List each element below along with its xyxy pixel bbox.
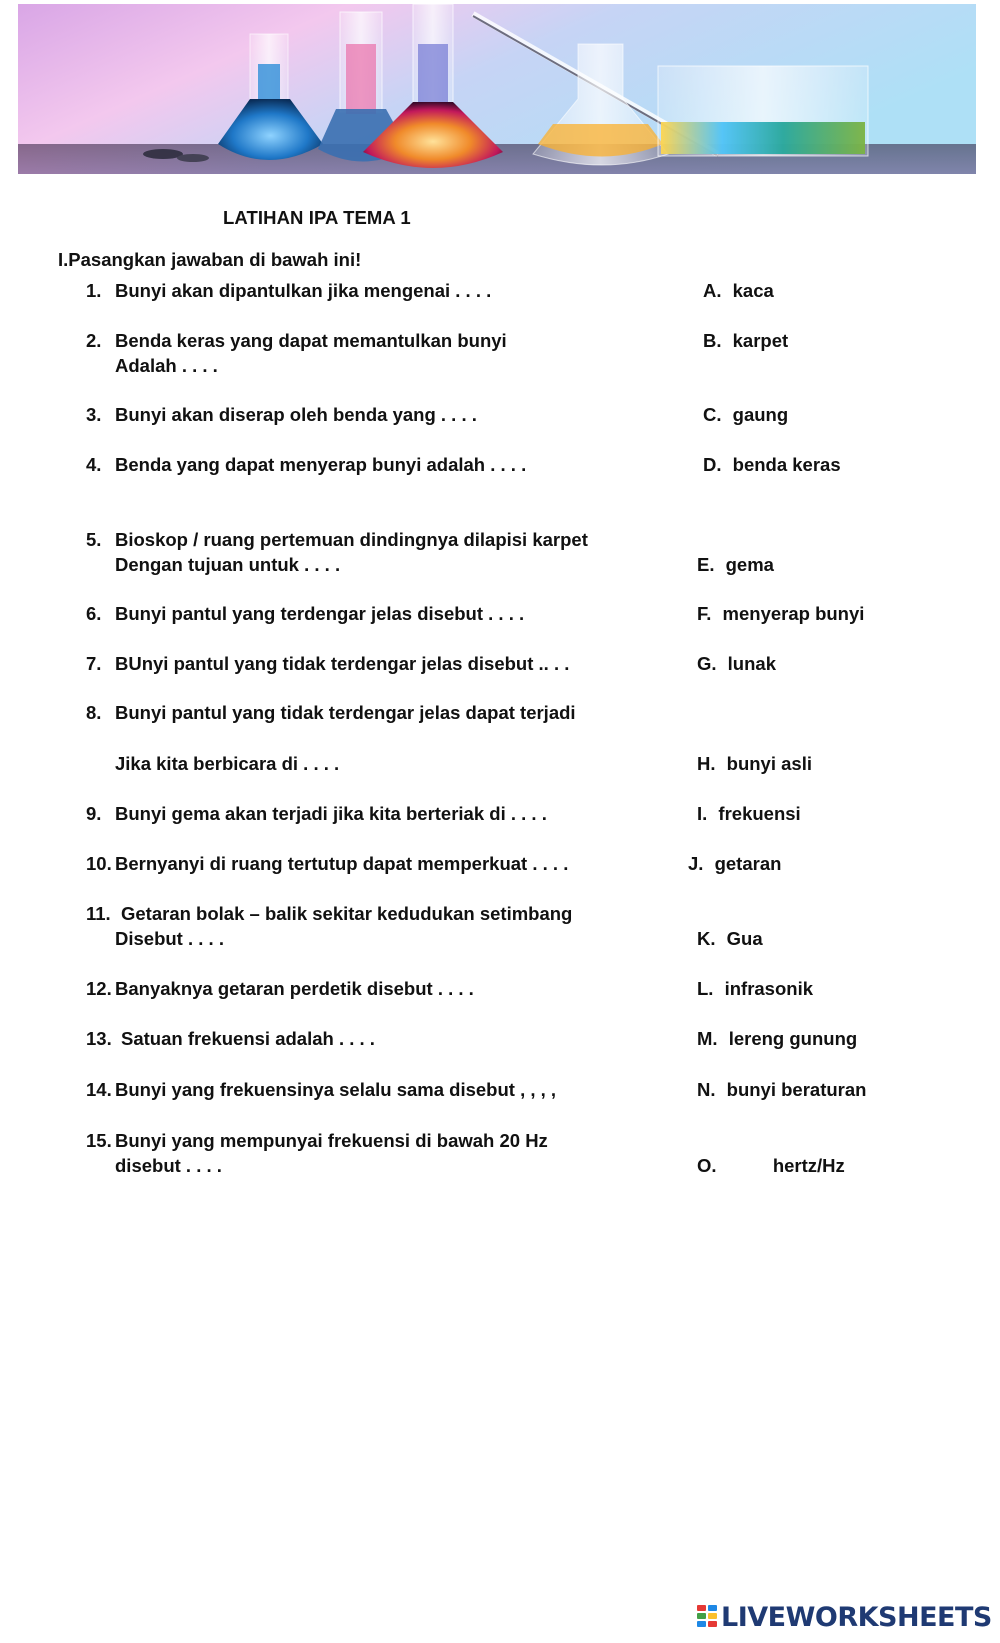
answer-letter: F. (697, 603, 712, 624)
answer-letter: K. (697, 928, 716, 949)
answer-text: infrasonik (724, 978, 814, 999)
answer-text: frekuensi (718, 803, 801, 824)
answer-letter: E. (697, 554, 715, 575)
answer-option (697, 801, 801, 827)
question-number: 1. (86, 280, 102, 301)
answer-text: karpet (732, 330, 789, 351)
answer-text: gaung (732, 404, 789, 425)
answer-letter: A. (703, 280, 722, 301)
answer-letter: D. (703, 454, 722, 475)
answer-text: lunak (727, 653, 776, 674)
question-number: 4. (86, 454, 102, 475)
answer-option (697, 1026, 857, 1052)
liveworksheets-logo (697, 1601, 992, 1633)
answer-option (703, 402, 788, 428)
question-text: Banyaknya getaran perdetik disebut . . . . (115, 978, 474, 999)
answer-option (697, 651, 776, 677)
answer-letter: O. (697, 1155, 717, 1176)
question-number: 2. (86, 330, 102, 351)
banner-image (18, 4, 976, 174)
answer-text: benda keras (732, 454, 841, 475)
answer-letter: C. (703, 404, 722, 425)
lab-glassware-illustration (18, 4, 976, 174)
answer-option (697, 1077, 866, 1103)
answer-letter: M. (697, 1028, 718, 1049)
answer-option (697, 976, 813, 1002)
answer-letter: H. (697, 753, 716, 774)
question-text: Bunyi pantul yang tidak terdengar jelas dapat terjadi (115, 702, 576, 723)
liveworksheets-logo-icon (697, 1603, 719, 1631)
answer-text: gema (725, 554, 774, 575)
question-text: Bioskop / ruang pertemuan dindingnya dilapisi karpet (115, 529, 588, 550)
answer-option (697, 601, 864, 627)
question-text: Bunyi gema akan terjadi jika kita berteriak di . . . . (115, 803, 547, 824)
answer-option (688, 851, 781, 877)
question-text: Bunyi akan diserap oleh benda yang . . . . (115, 404, 477, 425)
question-text: Bunyi yang frekuensinya selalu sama disebut , , , , (115, 1079, 557, 1100)
worksheet-instruction: I.Pasangkan jawaban di bawah ini! (58, 249, 362, 270)
question-text: Bunyi pantul yang terdengar jelas disebut . . . . (115, 603, 525, 624)
question-text-cont: Adalah . . . . (115, 355, 218, 376)
question-text: Bunyi yang mempunyai frekuensi di bawah 20 Hz (115, 1130, 548, 1151)
answer-option (697, 552, 774, 578)
answer-letter: G. (697, 653, 717, 674)
answer-text: lereng gunung (728, 1028, 858, 1049)
question-number: 13. (86, 1028, 112, 1049)
answer-letter: N. (697, 1079, 716, 1100)
answer-option (703, 328, 788, 354)
question-number: 14. (86, 1079, 112, 1100)
question-text-cont: Dengan tujuan untuk . . . . (115, 554, 341, 575)
answer-letter: I. (697, 803, 708, 824)
answer-text: menyerap bunyi (722, 603, 865, 624)
question-text-cont: Disebut . . . . (115, 928, 224, 949)
question-text: BUnyi pantul yang tidak terdengar jelas disebut .. . . (115, 653, 570, 674)
question-text: Satuan frekuensi adalah . . . . (121, 1028, 375, 1049)
answer-text: getaran (714, 853, 782, 874)
question-number: 10. (86, 853, 112, 874)
answer-text: hertz/Hz (772, 1155, 845, 1176)
question-text: Benda yang dapat menyerap bunyi adalah . . . . (115, 454, 527, 475)
question-text-cont: Jika kita berbicara di . . . . (115, 753, 340, 774)
question-text: Bunyi akan dipantulkan jika mengenai . . . . (115, 280, 492, 301)
answer-text: kaca (732, 280, 774, 301)
answer-option (697, 751, 812, 777)
question-text: Benda keras yang dapat memantulkan bunyi (115, 330, 507, 351)
question-number: 8. (86, 702, 102, 723)
question-number: 9. (86, 803, 102, 824)
answer-option (703, 452, 841, 478)
answer-letter: J. (688, 853, 704, 874)
answer-letter: B. (703, 330, 722, 351)
worksheet-title: LATIHAN IPA TEMA 1 (223, 207, 411, 228)
liveworksheets-logo-text: LIVEWORKSHEETS (721, 1601, 992, 1633)
question-number: 5. (86, 529, 102, 550)
question-text: Bernyanyi di ruang tertutup dapat memperkuat . . . . (115, 853, 569, 874)
question-number: 3. (86, 404, 102, 425)
question-number: 7. (86, 653, 102, 674)
answer-option (703, 278, 774, 304)
question-number: 11. (86, 903, 111, 924)
question-text: Getaran bolak – balik sekitar kedudukan setimbang (121, 903, 573, 924)
question-number: 6. (86, 603, 102, 624)
answer-letter: L. (697, 978, 714, 999)
answer-text: Gua (726, 928, 763, 949)
question-text-cont: disebut . . . . (115, 1155, 222, 1176)
answer-option (697, 1153, 845, 1179)
answer-text: bunyi beraturan (726, 1079, 867, 1100)
answer-text: bunyi asli (726, 753, 812, 774)
answer-option (697, 926, 763, 952)
question-number: 12. (86, 978, 112, 999)
question-number: 15. (86, 1130, 112, 1151)
